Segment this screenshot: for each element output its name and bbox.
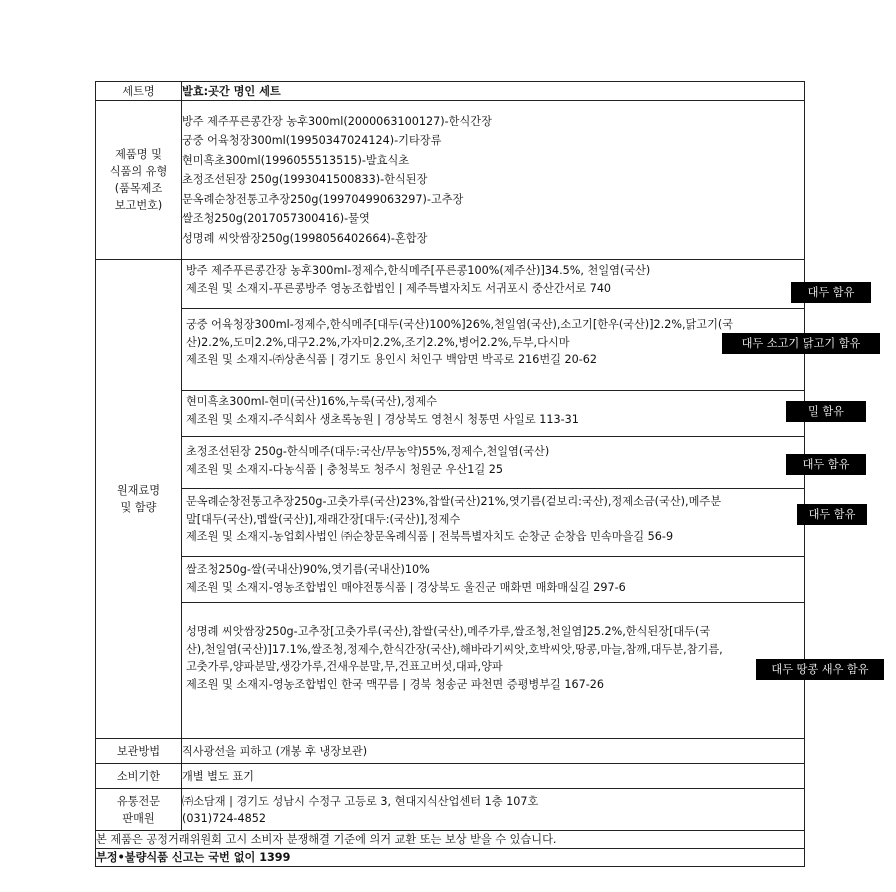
ingredient-line: 제조원 및 소재지-농업회사법인 ㈜순창문옥례식품 | 전북특별자치도 순창군 순창읍 민속마을길 56-9 [186, 530, 674, 543]
row-distributor [96, 789, 805, 831]
product-item: 방주 제주푸른콩간장 농후300ml(2000063100127)-한식간장 [182, 114, 492, 128]
ingredient-block [182, 260, 855, 308]
ingredient-line: 초정조선된장 250g-한식메주(대두:국산/무농약)55%,정제수,천일염(국산) [186, 445, 550, 458]
ingredient-block [182, 488, 856, 556]
distributor-phone: (031)724-4852 [182, 811, 266, 825]
ingredient-line: 고춧가루,양파분말,생강가루,건새우분말,무,건표고버섯,대파,양파 [186, 660, 503, 673]
set-name-value: 발효:곳간 명인 세트 [182, 82, 805, 101]
allergen-badge: 대두 함유 [791, 282, 871, 303]
product-type-label-line: (품목제조 [114, 182, 163, 195]
set-name-label: 세트명 [96, 82, 182, 101]
product-type-label-line: 식품의 유형 [109, 165, 168, 178]
expiry-label: 소비기한 [96, 764, 182, 789]
storage-label: 보관방법 [96, 739, 182, 764]
ingredient-block [182, 602, 869, 738]
ingredient-line: 산),천일염(국산)]17.1%,쌀조청,정제수,한식간장(국산),해바라기씨앗,호박씨앗,땅콩,마늘,참깨,대두분,참기름, [186, 642, 723, 656]
ingredient-line: 산)2.2%,도미2.2%,대구2.2%,가자미2.2%,조기2.2%,병어2.2%,두부,다시마 [186, 335, 570, 349]
row-notice [96, 831, 805, 849]
product-item: 문옥례순창전통고추장250g(19970499063297)-고추장 [182, 192, 464, 206]
product-info-table [95, 81, 869, 867]
ingredient-line: 제조원 및 소재지-㈜상촌식품 | 경기도 용인시 처인구 백암면 박곡로 216번길 20-62 [186, 353, 598, 366]
product-item: 현미흑초300ml(1996055513515)-발효식초 [182, 153, 410, 167]
ingredient-line: 현미흑초300ml-현미(국산)16%,누룩(국산),정제수 [186, 395, 437, 408]
ingredients-label-line: 및 함량 [120, 501, 157, 514]
product-item: 성명례 씨앗쌈장250g(1998056402664)-혼합장 [182, 231, 428, 245]
product-item: 쌀조청250g(2017057300416)-물엿 [182, 212, 370, 226]
ingredient-line: 제조원 및 소재지-영농조합법인 매야전통식품 | 경상북도 울진군 매화면 매화매실길 297-6 [186, 580, 626, 594]
distributor-address: ㈜소담재 | 경기도 성남시 수정구 고등로 3, 현대지식산업센터 1층 107호 [182, 794, 539, 808]
ingredient-line: 방주 제주푸른콩간장 농후300ml-정제수,한식메주[푸른콩100%(제주산)]34.5%, 천일염(국산) [186, 264, 651, 277]
product-type-label-line: 제품명 및 [115, 148, 162, 161]
product-type-label-line: 보고번호) [114, 199, 163, 212]
ingredient-line: 말[대두(국산),멥쌀(국산)],재래간장[대두:(국산)],정제수 [186, 512, 461, 526]
row-set-name [96, 82, 805, 101]
allergen-badge: 대두 함유 [797, 504, 867, 525]
ingredient-line: 제조원 및 소재지-다농식품 | 충청북도 청주시 청원군 우산1길 25 [186, 462, 503, 476]
ingredient-block [182, 390, 844, 436]
row-expiry [96, 764, 805, 789]
product-list [182, 101, 805, 260]
product-type-label [96, 101, 182, 260]
ingredient-line: 쌀조청250g-쌀(국내산)90%,엿기름(국내산)10% [186, 563, 430, 576]
product-item: 초정조선된장 250g(1993041500833)-한식된장 [182, 173, 428, 187]
ingredients-label-line: 원재료명 [116, 484, 161, 497]
allergen-badge: 밀 함유 [786, 401, 866, 422]
allergen-badge: 대두 땅콩 새우 함유 [756, 659, 884, 680]
ingredients-label [96, 260, 182, 739]
allergen-badge: 대두 소고기 닭고기 함유 [722, 333, 880, 354]
ingredient-line: 문옥례순창전통고추장250g-고춧가루(국산)23%,찹쌀(국산)21%,엿기름(겉보리:국산),정제소금(국산),메주분 [186, 495, 722, 508]
ingredients-cell [182, 260, 869, 739]
allergen-badge: 대두 함유 [786, 454, 866, 475]
distributor-label-line: 유통전문 [116, 794, 161, 808]
distributor-label [96, 789, 182, 831]
notice-text: 본 제품은 공정거래위원회 고시 소비자 분쟁해결 기준에 의거 교환 또는 보상 받을 수 있습니다. [96, 831, 805, 849]
row-product-type [96, 101, 805, 260]
expiry-value: 개별 별도 표기 [182, 764, 805, 789]
ingredient-line: 제조원 및 소재지-주식회사 생초록농원 | 경상북도 영천시 청통면 사일로 113-31 [186, 412, 579, 426]
row-report [96, 849, 805, 867]
ingredient-block [182, 436, 850, 488]
ingredient-line: 제조원 및 소재지-푸른콩방주 영농조합법인 | 제주특별자치도 서귀포시 중산간서로 740 [186, 281, 612, 295]
storage-value: 직사광선을 피하고 (개봉 후 냉장보관) [182, 739, 805, 764]
distributor-label-line: 판매원 [122, 811, 155, 825]
ingredient-line: 궁중 어육청장300ml-정제수,한식메주[대두(국산)100%]26%,천일염(국산),소고기[한우(국산)]2.2%,닭고기(국 [186, 318, 734, 331]
ingredient-line: 성명례 씨앗쌈장250g-고추장[고춧가루(국산),찹쌀(국산),메주가루,쌀조청,천일염]25.2%,한식된장[대두(국 [186, 625, 711, 638]
product-item: 궁중 어육청장300ml(19950347024124)-기타장류 [182, 134, 442, 148]
ingredient-block [182, 308, 861, 390]
row-storage [96, 739, 805, 764]
ingredient-block [182, 556, 804, 602]
ingredient-line: 제조원 및 소재지-영농조합법인 한국 맥꾸름 | 경북 청송군 파천면 증평병부길 167-26 [186, 677, 605, 691]
report-text: 부정•불량식품 신고는 국번 없이 1399 [96, 849, 805, 867]
row-ingredients [96, 260, 805, 739]
distributor-value [182, 789, 805, 831]
